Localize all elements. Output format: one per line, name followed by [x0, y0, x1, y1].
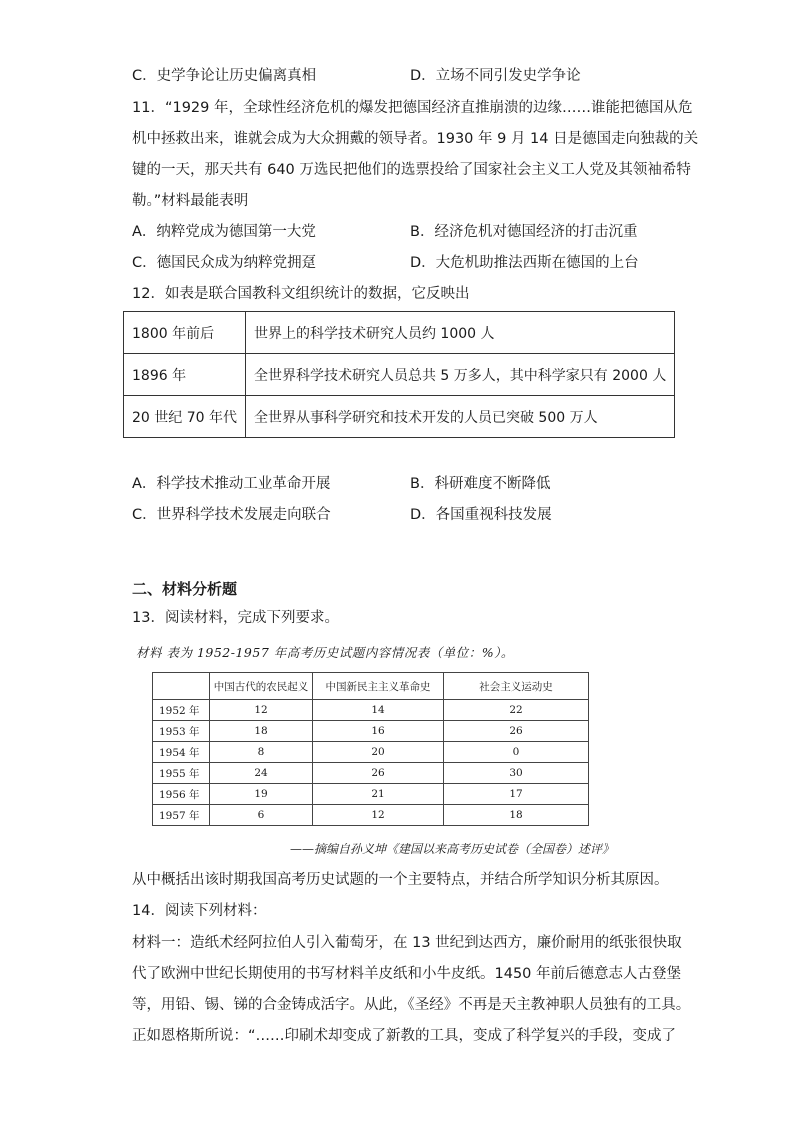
table-header-row [153, 673, 589, 700]
q14-line-4: 正如恩格斯所说：“……印刷术却变成了新教的工具，变成了科学复兴的手段，变成了 [132, 1028, 677, 1044]
period-cell: 20 世纪 70 年代 [124, 396, 246, 438]
year-cell: 1954 年 [153, 742, 210, 763]
table-cell: 16 [313, 721, 444, 742]
table-cell: 17 [444, 784, 589, 805]
q13-material-caption: 材料 表为 1952-1957 年高考历史试题内容情况表（单位：%）。 [136, 645, 514, 660]
table-row [153, 700, 589, 721]
table-row [124, 312, 675, 354]
table-cell: 20 [313, 742, 444, 763]
table-row [153, 721, 589, 742]
table-row [153, 742, 589, 763]
q14-stem: 14．阅读下列材料： [132, 903, 267, 919]
year-cell: 1952 年 [153, 700, 210, 721]
q12-option-a: A．科学技术推动工业革命开展 [132, 476, 331, 492]
q10-option-d: D．立场不同引发史学争论 [410, 68, 581, 84]
q13-question: 从中概括出该时期我国高考历史试题的一个主要特点，并结合所学知识分析其原因。 [132, 872, 669, 888]
q10-option-c: C．史学争论让历史偏离真相 [132, 68, 317, 84]
q11-option-b: B．经济危机对德国经济的打击沉重 [410, 224, 638, 240]
table-cell: 18 [444, 805, 589, 826]
q11-line-3: 键的一天，那天共有 640 万选民把他们的选票投给了国家社会主义工人党及其领袖希特 [132, 162, 691, 178]
table-cell: 30 [444, 763, 589, 784]
table-cell: 22 [444, 700, 589, 721]
column-header: 中国古代的农民起义 [210, 673, 313, 700]
table-cell: 6 [210, 805, 313, 826]
column-header: 中国新民主主义革命史 [313, 673, 444, 700]
q14-line-3: 等，用铅、锡、锑的合金铸成活字。从此，《圣经》不再是天主教神职人员独有的工具。 [132, 997, 691, 1013]
q11-option-d: D．大危机助推法西斯在德国的上台 [410, 255, 639, 271]
column-header: 社会主义运动史 [444, 673, 589, 700]
table-cell: 18 [210, 721, 313, 742]
q12-option-b: B．科研难度不断降低 [410, 476, 551, 492]
table-cell: 19 [210, 784, 313, 805]
period-cell: 1896 年 [124, 354, 246, 396]
q13-stem: 13．阅读材料，完成下列要求。 [132, 610, 339, 626]
table-cell: 26 [313, 763, 444, 784]
q12-option-c: C．世界科学技术发展走向联合 [132, 507, 331, 523]
table-row [153, 784, 589, 805]
q12-data-table [123, 311, 675, 438]
table-row [124, 396, 675, 438]
year-cell: 1953 年 [153, 721, 210, 742]
table-cell: 12 [210, 700, 313, 721]
q14-line-1: 材料一：造纸术经阿拉伯人引入葡萄牙，在 13 世纪到达西方，廉价耐用的纸张很快取 [132, 935, 682, 951]
q12-stem: 12．如表是联合国教科文组织统计的数据，它反映出 [132, 286, 470, 302]
table-cell: 21 [313, 784, 444, 805]
table-cell: 26 [444, 721, 589, 742]
table-row [153, 805, 589, 826]
q11-line-1: 11．“1929 年，全球性经济危机的爆发把德国经济直推崩溃的边缘……谁能把德国从危 [132, 100, 693, 116]
q11-option-c: C．德国民众成为纳粹党拥趸 [132, 255, 317, 271]
q14-line-2: 代了欧洲中世纪长期使用的书写材料羊皮纸和小牛皮纸。1450 年前后德意志人古登堡 [132, 966, 682, 982]
q11-option-a: A．纳粹党成为德国第一大党 [132, 224, 316, 240]
section-heading: 二、材料分析题 [132, 580, 238, 598]
q11-line-4: 勒。”材料最能表明 [132, 193, 249, 209]
table-row [124, 354, 675, 396]
q12-option-d: D．各国重视科技发展 [410, 507, 552, 523]
period-cell: 1800 年前后 [124, 312, 246, 354]
q13-exam-content-table [152, 672, 589, 826]
table-cell: 8 [210, 742, 313, 763]
year-cell: 1955 年 [153, 763, 210, 784]
year-cell: 1956 年 [153, 784, 210, 805]
description-cell: 全世界从事科学研究和技术开发的人员已突破 500 万人 [245, 396, 674, 438]
table-cell: 0 [444, 742, 589, 763]
description-cell: 全世界科学技术研究人员总共 5 万多人，其中科学家只有 2000 人 [245, 354, 674, 396]
year-cell: 1957 年 [153, 805, 210, 826]
q13-source-citation: ——摘编自孙义坤《建国以来高考历史试卷（全国卷）述评》 [290, 842, 615, 856]
table-cell: 14 [313, 700, 444, 721]
table-cell: 24 [210, 763, 313, 784]
description-cell: 世界上的科学技术研究人员约 1000 人 [245, 312, 674, 354]
column-header [153, 673, 210, 700]
table-cell: 12 [313, 805, 444, 826]
table-row [153, 763, 589, 784]
q11-line-2: 机中拯救出来，谁就会成为大众拥戴的领导者。1930 年 9 月 14 日是德国走向独裁的关 [132, 131, 699, 147]
